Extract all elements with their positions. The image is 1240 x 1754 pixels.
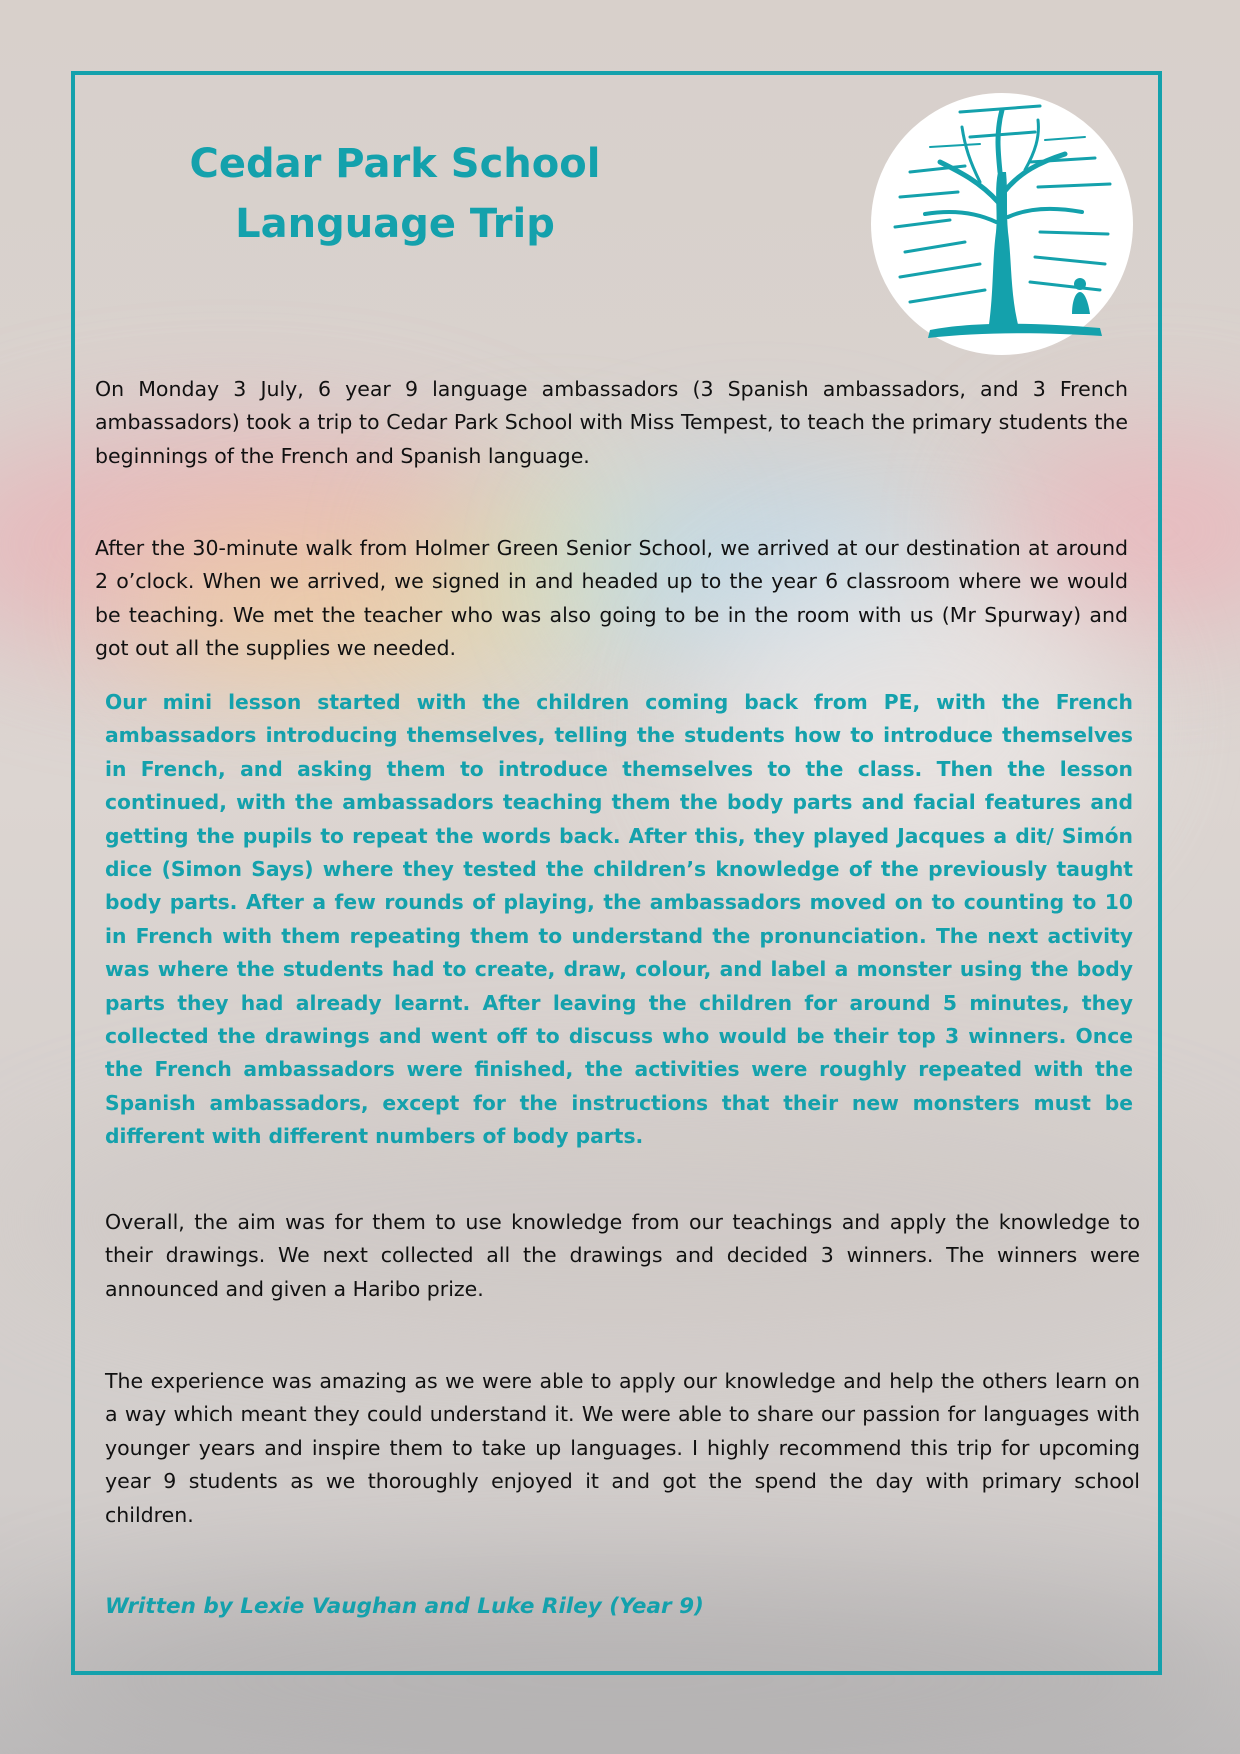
title-line-1: Cedar Park School bbox=[189, 141, 601, 187]
paragraph-intro: On Monday 3 July, 6 year 9 language ambassadors (3 Spanish ambassadors, and 3 French ambassadors) took a trip to Cedar Park School with Miss Tempest, to teach the primary students the beginnings of the French and Spanish language. bbox=[95, 377, 1128, 468]
author-byline: Written by Lexie Vaughan and Luke Riley (Year 9) bbox=[105, 1594, 704, 1619]
tree-with-child-icon bbox=[870, 92, 1134, 356]
title-line-2: Language Trip bbox=[235, 201, 555, 247]
paragraph-experience: The experience was amazing as we were able to apply our knowledge and help the others learn on a way which meant they could understand it. We were able to share our passion for languages with younger years and inspire them to take up languages. I highly recommend this trip for upcoming year 9 students as we thoroughly enjoyed it and got the spend the day with primary school children. bbox=[105, 1369, 1140, 1527]
paragraph-mini-lesson: Our mini lesson started with the children coming back from PE, with the French ambassadors introducing themselves, telling the students how to introduce themselves in French, and asking them to introduce themselves to the class. Then the lesson continued, with the ambassadors teaching them the body parts and facial features and getting the pupils to repeat the words back. After this, they played Jacques a dit/ Simón dice (Simon Says) where they tested the children’s knowledge of the previously taught body parts. After a few rounds of playing, the ambassadors moved on to counting to 10 in French with them repeating them to understand the pronunciation. The next activity was where the students had to create, draw, colour, and label a monster using the body parts they had already learnt. After leaving the children for around 5 minutes, they collected the drawings and went off to discuss who would be their top 3 winners. Once the French ambassadors were finished, the activities were roughly repeated with the Spanish ambassadors, except for the instructions that their new monsters must be different with different numbers of body parts. bbox=[105, 690, 1133, 1149]
paragraph-overall: Overall, the aim was for them to use knowledge from our teachings and apply the knowledge to their drawings. We next collected all the drawings and decided 3 winners. The winners were announced and given a Haribo prize. bbox=[105, 1210, 1140, 1301]
paragraph-arrival: After the 30-minute walk from Holmer Green Senior School, we arrived at our destination at around 2 o’clock. When we arrived, we signed in and headed up to the year 6 classroom where we would be teaching. We met the teacher who was also going to be in the room with us (Mr Spurway) and got out all the supplies we needed. bbox=[95, 536, 1128, 661]
page-title bbox=[140, 134, 650, 254]
